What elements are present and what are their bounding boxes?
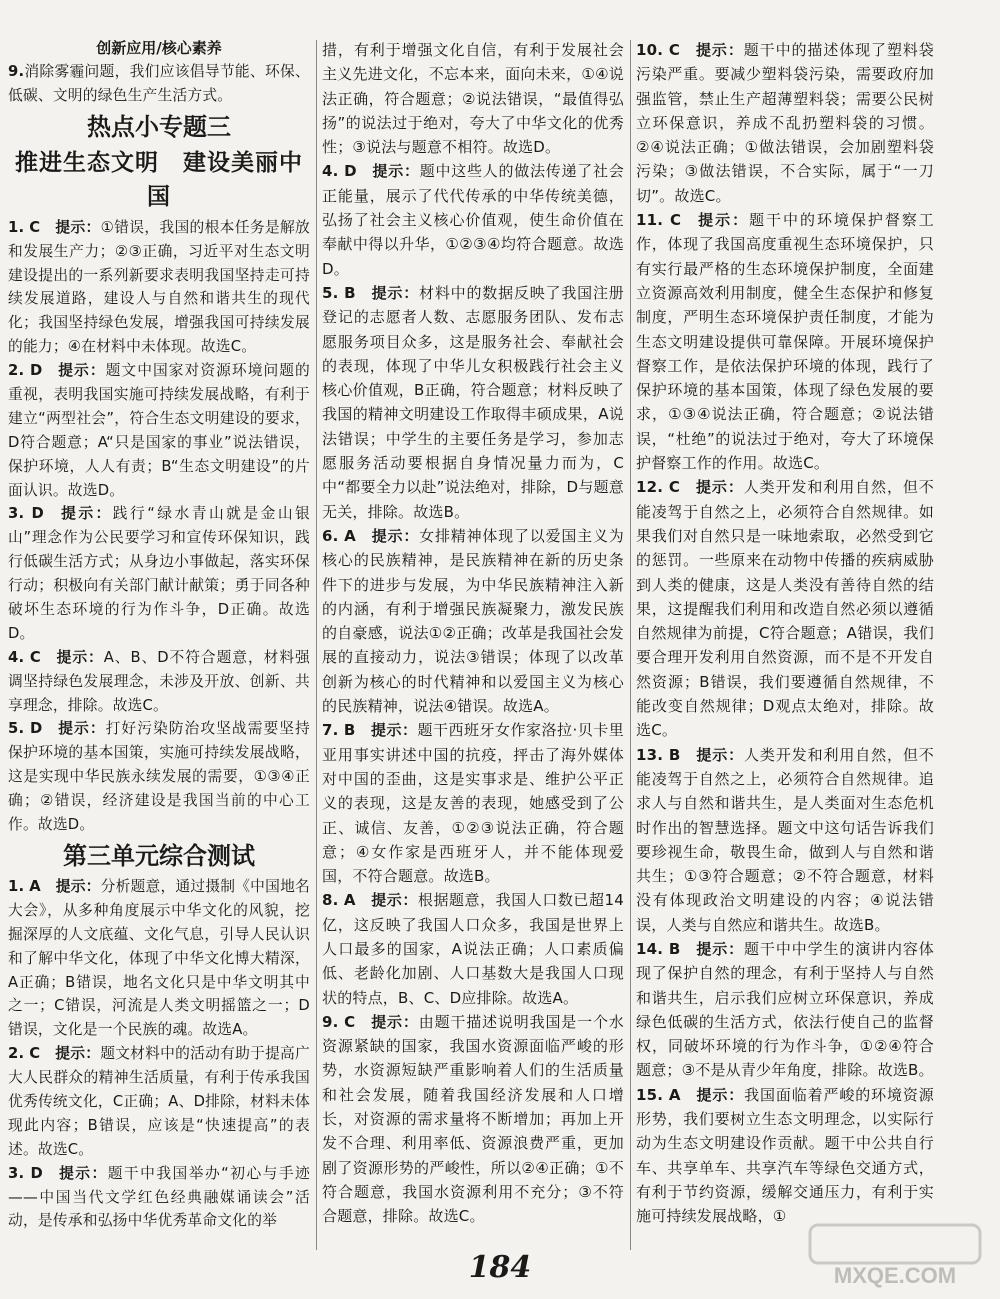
item-number: 3. xyxy=(8,1164,25,1182)
page-number: 184 xyxy=(468,1250,532,1285)
item-text: 根据题意，我国人口数已超14亿，这反映了我国人口众多，我国是世界上人口最多的国家，A说法正确；人口素质偏低、老龄化加剧、人口基数大是我国人口现状的特点，B、C、D应排除。故选A。 xyxy=(322,891,625,1007)
item-hint-label: 提示： xyxy=(695,1085,745,1104)
column-3-items xyxy=(636,38,934,1229)
item-answer: D xyxy=(31,505,44,523)
item-answer: C xyxy=(669,211,682,230)
column-divider-1 xyxy=(316,40,317,1250)
item-answer: C xyxy=(29,648,41,666)
answer-item xyxy=(8,875,310,1042)
item-text: A、B、D不符合题意，材料强调坚持绿色发展理念，未涉及开放、创新、共享理念，排除。故选C。 xyxy=(8,648,310,714)
hot-topic-items xyxy=(8,216,310,837)
item-text: 由题干描述说明我国是一个水资源紧缺的国家，我国水资源面临严峻的形势，水资源短缺严重影响着人们的生活质量和社会发展，随着我国经济发展和人口增长，对资源的需求量将不断增加；再加上开发不合理、利用率低、资源浪费严重，更加剧了资源形势的严峻性，所以②④正确；①不符合题意，我国水资源利用不充分；③不符合题意，排除。故选C。 xyxy=(322,1012,624,1226)
item-answer: D xyxy=(30,720,43,738)
answer-item xyxy=(8,502,310,645)
answer-item xyxy=(8,646,310,718)
item-text: 人类开发和利用自然，但不能凌驾于自然之上，必须符合自然规律。追求人与自然和谐共生，是人类面对生态危机时作出的智慧选择。题文中这句话告诉我们要珍视生命，敬畏生命，做到人与自然和谐共生；①③符合题意；②不符合题意，材料没有体现政治文明建设的内容；④说法错误，人类与自然应和谐共生。故选B。 xyxy=(636,745,934,934)
item-number: 5. xyxy=(322,283,339,302)
item-hint-label: 提示： xyxy=(57,362,106,380)
item-number: 2. xyxy=(8,362,25,380)
item-hint-label: 提示： xyxy=(370,721,418,740)
hot-topic-subtitle: 推进生态文明 建设美丽中国 xyxy=(15,149,303,210)
unit-test-title: 第三单元综合测试 xyxy=(63,841,255,870)
item-text: 题干西班牙女作家洛拉·贝卡里亚用事实讲述中国的抗疫，抨击了海外媒体对中国的歪曲，这是实事求是、维护公平正义的表现，这是友善的表现，她感受到了公正、诚信、友善，①②③说法正确，符合题意；④女作家是西班牙人，并不能体现爱国，不符合题意。故选B。 xyxy=(322,721,624,886)
item-hint-label: 提示： xyxy=(696,211,750,230)
item-number: 5. xyxy=(8,720,25,738)
item-hint-label: 提示： xyxy=(370,1012,419,1031)
item-hint-label: 提示： xyxy=(57,720,106,738)
item-answer: B xyxy=(344,283,356,302)
answer-item xyxy=(636,475,934,742)
item-text: 消除雾霾问题，我们应该倡导节能、环保、低碳、文明的绿色生产生活方式。 xyxy=(8,63,310,104)
item-hint-label: 提示： xyxy=(57,1164,108,1182)
answer-item xyxy=(322,159,624,280)
svg-text:MXQE.COM: MXQE.COM xyxy=(833,1263,957,1288)
item-answer: C xyxy=(668,41,681,59)
item-text: 材料中的数据反映了我国注册登记的志愿者人数、志愿服务团队、发布志愿服务项目众多，这是服务社会、奉献社会的表现，体现了中华儿女积极践行社会主义核心价值观，B正确，符合题意；材料反映了我国的精神文明建设工作取得丰硕成果，A说法错误；中学生的主要任务是学习，参加志愿服务活动要根据自身情况量力而为，C中“都要全力以赴”说法绝对，排除，D与题意无关，排除。故选B。 xyxy=(322,283,625,521)
item-text: 题文中国家对资源环境问题的重视，表明我国实施可持续发展战略，有利于建立“两型社会”，符合生态文明建设的要求，D符合题意；A“只是国家的事业”说法错误，保护环境，人人有责；B“生态文明建设”的片面认识。故选D。 xyxy=(8,362,311,499)
item-number: 14. xyxy=(636,939,664,958)
item-hint-label: 提示： xyxy=(370,283,420,302)
column-1 xyxy=(8,38,310,1233)
item-text: 人类开发和利用自然，但不能凌驾于自然之上，必须符合自然规律。如果我们对自然只是一味地索取，必然受到它的惩罚。一些原来在动物中传播的疾病威胁到人类的健康，这是人类没有善待自然的结果，这提醒我们利用和改造自然必须以遵循自然规律为前提，C符合题意；A错误，我们要合理开发利用自然资源，而不是不开发自然资源；B错误，我们要遵循自然规律，不能改变自然规律；D观点太绝对，排除。故选C。 xyxy=(636,478,934,740)
item-answer: B xyxy=(668,745,681,764)
item-text: 题干中的描述体现了塑料袋污染严重。要减少塑料袋污染，需要政府加强监管，禁止生产超薄塑料袋；需要公民树立环保意识，养成不乱扔塑料袋的习惯。②④说法正确；①做法错误，会加剧塑料袋污染；③做法错误，不合实际，属于“一刀切”。故选C。 xyxy=(636,41,934,205)
item-text: 我国面临着严峻的环境资源形势，我们要树立生态文明理念，以实际行动为生态文明建设作贡献。题干中公共自行车、共享单车、共享汽车等绿色交通方式，有利于节约资源，缓解交通压力，有利于实施可持续发展战略，① xyxy=(636,1085,935,1226)
item-answer: A xyxy=(343,891,356,910)
item-number: 3. xyxy=(8,505,25,523)
item-text: 题干中中学生的演讲内容体现了保护自然的理念，有利于坚持人与自然和谐共生，启示我们应树立环保意识，养成绿色低碳的生活方式，依法行使自己的监督权，同破坏环境的行为作斗争，①②④符合题意；③不是从青少年角度，排除。故选B。 xyxy=(636,939,934,1080)
item-answer: A xyxy=(29,877,41,895)
item-text: 女排精神体现了以爱国主义为核心的民族精神，是民族精神在新的历史条件下的进步与发展，为中华民族精神注入新的内涵，有利于增强民族凝聚力，激发民族的自豪感，说法①②正确；改革是我国社会发展的直接动力，说法③错误；体现了以改革创新为核心的时代精神和以爱国主义为核心的民族精神，说法④错误。故选A。 xyxy=(322,526,624,716)
item-answer: D xyxy=(344,162,357,181)
item-number: 13. xyxy=(636,745,664,764)
item-answer: C xyxy=(668,478,681,497)
item-text: ①错误，我国的根本任务是解放和发展生产力；②③正确，习近平对生态文明建设提出的一系列新要求表明我国坚持走可持续发展道路，建设人与自然和谐共生的现代化；我国坚持绿色发展，增强我国可持续发展的能力；④在材料中未体现。故选C。 xyxy=(8,218,310,356)
answer-item xyxy=(8,359,310,502)
answer-item xyxy=(8,1042,310,1161)
item-number: 12. xyxy=(636,478,664,497)
page-header: 创新应用/核心素养 xyxy=(96,39,222,57)
item-number: 8. xyxy=(322,891,339,910)
answer-item xyxy=(8,60,310,108)
item-number: 15. xyxy=(636,1085,664,1104)
answer-item xyxy=(322,281,624,524)
answer-item xyxy=(8,717,310,836)
answer-item xyxy=(636,208,934,475)
pre-items xyxy=(8,60,310,108)
answer-item xyxy=(322,1010,624,1229)
answer-item xyxy=(322,888,624,1009)
item-number: 9. xyxy=(8,63,25,80)
item-number: 11. xyxy=(636,211,664,230)
item-hint-label: 提示： xyxy=(370,891,418,910)
column-2 xyxy=(322,38,624,1229)
item-answer: B xyxy=(343,721,356,740)
item-hint-label: 提示： xyxy=(695,41,744,59)
answer-item xyxy=(8,1162,310,1234)
answer-item xyxy=(636,743,934,937)
item-text: 题干中的环境保护督察工作，体现了我国高度重视生态环境保护，只有实行最严格的生态环境保护制度，全面建立资源高效利用制度，健全生态保护和修复制度，严明生态环境保护责任制度，才能为生态文明建设提供可靠保障。开展环境保护督察工作，是依法保护环境的体现，践行了保护环境的基本国策，体现了绿色发展的要求，①③④说法正确，符合题意；②说法错误，“杜绝”的说法过于绝对，夸大了环境保护督察工作的作用。故选C。 xyxy=(636,211,935,473)
item-hint-label: 提示： xyxy=(371,526,420,545)
column-2-items xyxy=(322,159,624,1228)
item-hint-label: 提示： xyxy=(695,478,744,497)
item-hint-label: 提示： xyxy=(371,162,420,181)
item-hint-label: 提示： xyxy=(695,745,745,764)
continued-answer: 措，有利于增强文化自信，有利于发展社会主义先进文化，不忘本来，面向未来，①④说法正确，符合题意；②说法错误，“最值得弘扬”的说法过于绝对，夸大了中华文化的优秀性；③说法与题意不相符。故选D。 xyxy=(322,41,624,157)
item-hint-label: 提示： xyxy=(55,648,104,666)
answer-item xyxy=(636,1083,934,1229)
item-hint-label: 提示： xyxy=(55,877,101,895)
item-answer: A xyxy=(668,1085,681,1104)
item-text: 题干中我国举办“初心与手迹——中国当代文学红色经典融媒诵读会”活动，是传承和弘扬中华优秀革命文化的举 xyxy=(8,1164,311,1230)
unit-test-items xyxy=(8,875,310,1233)
item-answer: A xyxy=(344,526,356,545)
item-text: 分析题意，通过摄制《中国地名大会》，从多种角度展示中华文化的风貌，挖掘深厚的人文底蕴、文化气息，引导人民认识和了解中华文化，体现了中华文化博大精深，A正确；B错误，地名文化只是中华文明其中之一；C错误，河流是人类文明摇篮之一；D错误，文化是一个民族的魂。故选A。 xyxy=(8,877,310,1039)
item-number: 1. xyxy=(8,218,25,236)
answer-item xyxy=(8,216,310,359)
answer-item xyxy=(636,937,934,1083)
item-number: 6. xyxy=(322,526,339,545)
column-3 xyxy=(636,38,934,1229)
item-number: 7. xyxy=(322,721,339,740)
item-answer: C xyxy=(29,1045,41,1063)
column-divider-2 xyxy=(630,40,631,1250)
item-number: 2. xyxy=(8,1045,25,1063)
item-hint-label: 提示： xyxy=(695,939,745,958)
item-number: 10. xyxy=(636,41,664,59)
item-number: 1. xyxy=(8,877,25,895)
item-number: 4. xyxy=(8,648,25,666)
item-text: 践行“绿水青山就是金山银山”理念作为公民要学习和宣传环保知识，践行低碳生活方式；从身边小事做起，落实环保行动；积极向有关部门献计献策；勇于同各种破坏生态环境的行为作斗争，D正确。故选D。 xyxy=(8,505,310,642)
item-text: 打好污染防治攻坚战需要坚持保护环境的基本国策，实施可持续发展战略，这是实现中华民族永续发展的需要，①③④正确；②错误，经济建设是我国当前的中心工作。故选D。 xyxy=(8,720,311,834)
item-answer: D xyxy=(30,362,43,380)
item-hint-label: 提示： xyxy=(55,218,101,236)
hot-topic-title: 热点小专题三 xyxy=(87,112,231,141)
answer-item xyxy=(322,524,624,718)
item-text: 题中这些人的做法传递了社会正能量，展示了代代传承的中华传统美德，弘扬了社会主义核心价值观，使生命价值在奉献中得以升华，①②③④均符合题意。故选D。 xyxy=(322,162,625,278)
item-hint-label: 提示： xyxy=(58,505,113,523)
answer-item xyxy=(322,718,624,888)
item-hint-label: 提示： xyxy=(55,1045,101,1063)
item-text: 题文材料中的活动有助于提高广大人民群众的精神生活质量，有利于传承我国优秀传统文化，C正确；A、D排除，材料未体现此内容；B错误，应该是“快速提高”的表述。故选C。 xyxy=(8,1045,310,1158)
item-answer: D xyxy=(30,1164,43,1182)
item-answer: C xyxy=(29,218,41,236)
item-answer: C xyxy=(344,1012,356,1031)
item-number: 4. xyxy=(322,162,339,181)
item-number: 9. xyxy=(322,1012,339,1031)
item-answer: B xyxy=(668,939,681,958)
answer-item xyxy=(636,38,934,208)
site-watermark xyxy=(800,1221,990,1291)
